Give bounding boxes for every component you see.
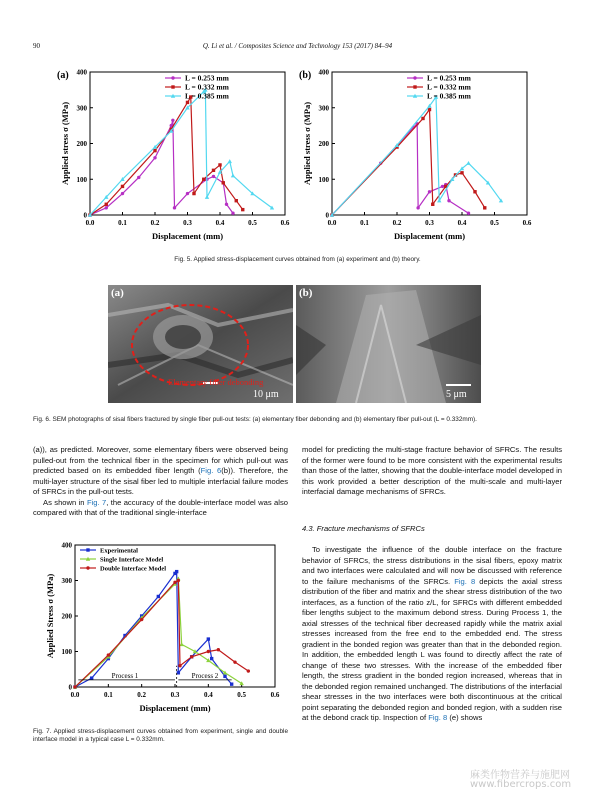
x-tick-label: 0.6 xyxy=(522,219,532,227)
data-point xyxy=(121,192,124,195)
data-point xyxy=(171,85,174,88)
data-point xyxy=(466,161,470,165)
y-tick-label: 200 xyxy=(61,612,72,621)
x-tick-label: 0.3 xyxy=(425,219,434,227)
x-tick-label: 0.6 xyxy=(280,219,290,227)
x-tick-label: 0.0 xyxy=(327,219,337,227)
data-point xyxy=(153,156,156,159)
y-tick-label: 400 xyxy=(61,541,72,550)
y-tick-label: 0 xyxy=(325,211,329,220)
data-point xyxy=(483,206,486,209)
y-tick-label: 400 xyxy=(76,68,87,77)
x-tick-label: 0.6 xyxy=(270,691,280,699)
data-point xyxy=(86,566,89,569)
x-tick-label: 0.0 xyxy=(70,691,80,699)
x-tick-label: 0.5 xyxy=(490,219,499,227)
watermark-cn: 麻类作物营养与施肥网 xyxy=(470,770,570,781)
data-point xyxy=(228,159,232,163)
running-header: Q. Li et al. / Composites Science and Technology 153 (2017) 84–94 xyxy=(202,42,393,50)
data-point xyxy=(210,657,213,660)
text-run: (a)), as predicted. Moreover, some elementary fibers were observed being pulled-out from the technical fiber in the specimen for which pull-out was predicted based on its embedded fiber length ( xyxy=(33,445,288,475)
data-point xyxy=(186,101,189,104)
data-point xyxy=(218,163,221,166)
fig5b-chart xyxy=(287,62,542,252)
fig8-link[interactable]: Fig. 8 xyxy=(454,576,476,586)
legend-label: Double Interface Model xyxy=(100,565,167,573)
data-point xyxy=(413,85,416,88)
right-column-text-1: model for predicting the multi-stage fracture behavior of SFRCs. The results of the former were found to be more consistent with the experimental results than those of the latter, showing that the double-interface model developed in this work provided a better description of the multi-scale and multi-layer interfacial damage mechanisms of SFRCs. xyxy=(302,445,562,496)
series-line xyxy=(332,110,485,215)
fig6-link[interactable]: Fig. 6 xyxy=(200,466,222,475)
data-point xyxy=(223,675,226,678)
data-point xyxy=(428,190,431,193)
text-run: (e) shows xyxy=(447,713,483,722)
scale-bar-b: 5 μm xyxy=(446,389,467,400)
data-point xyxy=(212,175,215,178)
data-point xyxy=(173,206,176,209)
y-tick-label: 200 xyxy=(318,140,329,148)
y-axis-label: Applied stress σ (MPa) xyxy=(302,101,312,186)
x-axis-label: Displacement (mm) xyxy=(139,703,211,713)
text-run: , the accuracy of the double-interface model was also compared with that of the traditional single-interface xyxy=(33,497,288,517)
right-column-text-2 xyxy=(302,545,562,724)
data-point xyxy=(225,203,228,206)
data-point xyxy=(231,212,234,215)
data-point xyxy=(428,108,431,111)
y-tick-label: 400 xyxy=(318,68,329,77)
legend-label: L = 0.332 mm xyxy=(185,82,229,92)
x-tick-label: 0.5 xyxy=(237,691,247,699)
data-point xyxy=(178,664,181,667)
series-line xyxy=(332,97,501,215)
x-tick-label: 0.4 xyxy=(203,691,213,699)
data-point xyxy=(431,203,434,206)
y-tick-label: 300 xyxy=(61,577,72,585)
legend-label: L = 0.385 mm xyxy=(427,91,471,101)
data-point xyxy=(241,208,244,211)
data-point xyxy=(447,199,450,202)
x-tick-label: 0.1 xyxy=(118,219,127,227)
data-point xyxy=(153,149,156,152)
series-line xyxy=(90,120,233,215)
data-point xyxy=(205,195,209,199)
data-point xyxy=(171,119,174,122)
x-axis-label: Displacement (mm) xyxy=(151,231,224,241)
data-point xyxy=(173,581,176,584)
data-point xyxy=(231,173,235,177)
data-point xyxy=(86,548,89,551)
data-point xyxy=(467,212,470,215)
right-paragraph xyxy=(302,545,562,724)
series-line xyxy=(90,90,272,215)
section-heading: 4.3. Fracture mechanisms of SFRCs xyxy=(302,524,425,533)
process2-label: Process 2 xyxy=(191,671,219,680)
data-point xyxy=(421,117,424,120)
x-tick-label: 0.2 xyxy=(392,219,402,227)
text-run: depicts the axial stress distribution of the fiber and matrix and the shear stress distribution of the two interfaces, as a function of the ratio z/L, for SFRCs with different embedded fiber lengths subject to the maximum debond stress. During Process 1, the axial stresses of the technical fiber decreased rapidly while the matrix axial stresses increased from the free end to the embedded end. The stress gradient in the bonded region was greater than that in the debonded region. In addition, the embedded length L was found to directly affect the rate of change of these two stresses. With the increase of the embedded fiber length, the stress gradient in the bonded region increased, whereas that in the debonded region remained unchanged. The distributions of the interfacial shear stresses in the two interfaces were both discontinuous at the critical point separating the debonded region and bonded region, with a sudden rise at the debond crack tip. Inspection of xyxy=(302,576,562,722)
y-tick-label: 100 xyxy=(318,175,329,184)
data-point xyxy=(105,203,108,206)
scale-bar-a: 10 μm xyxy=(253,389,279,400)
data-point xyxy=(105,206,108,209)
y-tick-label: 0 xyxy=(83,211,87,220)
y-axis-label: Applied Stress σ (MPa) xyxy=(45,573,55,659)
x-tick-label: 0.1 xyxy=(360,219,369,227)
legend-label: Single Interface Model xyxy=(100,556,164,564)
legend-label: L = 0.253 mm xyxy=(427,73,471,83)
data-point xyxy=(413,76,416,79)
y-tick-label: 300 xyxy=(76,104,87,113)
process1-label: Process 1 xyxy=(111,671,139,680)
sem-texture-b xyxy=(296,285,481,403)
x-tick-label: 0.3 xyxy=(183,219,192,227)
data-point xyxy=(175,570,178,573)
legend-label: Experimental xyxy=(100,547,138,555)
data-point xyxy=(230,682,233,685)
data-point xyxy=(233,660,236,663)
x-tick-label: 0.0 xyxy=(85,219,95,227)
y-tick-label: 200 xyxy=(76,140,87,148)
data-point xyxy=(140,618,143,621)
fig6-photo-a xyxy=(108,285,293,403)
watermark-url: www.fibercrops.com xyxy=(470,779,572,790)
page-number: 90 xyxy=(33,42,40,50)
text-run: As shown in xyxy=(43,497,87,507)
debonding-annotation: Elementary fiber debonding xyxy=(168,377,264,387)
series-line xyxy=(90,97,243,215)
data-point xyxy=(90,676,93,679)
left-column-text xyxy=(33,445,288,519)
text-run: (b)). Therefore, the multi-layer structure of the sisal fiber led to multiple interfacial failure modes of SFRCs in the pull-out tests. xyxy=(33,466,288,496)
x-tick-label: 0.3 xyxy=(170,691,180,699)
data-point xyxy=(217,648,220,651)
legend-label: L = 0.385 mm xyxy=(185,91,229,101)
data-point xyxy=(247,669,250,672)
x-tick-label: 0.5 xyxy=(248,219,257,227)
data-point xyxy=(121,185,124,188)
fig6-label-b: (b) xyxy=(299,287,313,299)
data-point xyxy=(473,190,476,193)
data-point xyxy=(137,176,140,179)
y-tick-label: 100 xyxy=(76,175,87,184)
data-point xyxy=(171,76,174,79)
text-run: To investigate the influence of the double interface on the fracture behavior of SFRCs, the stress distributions in the sisal fibers, epoxy matrix and two interfaces were calculated and will now be discussed with reference to the failure mechanisms of the SFRCs. xyxy=(302,545,562,586)
y-tick-label: 100 xyxy=(61,648,72,656)
data-point xyxy=(235,199,238,202)
legend-label: L = 0.332 mm xyxy=(427,82,471,92)
data-point xyxy=(107,653,110,656)
data-point xyxy=(416,206,419,209)
data-point xyxy=(186,192,189,195)
y-tick-label: 0 xyxy=(68,683,72,692)
fig7-chart xyxy=(38,538,288,713)
legend-label: L = 0.253 mm xyxy=(185,73,229,83)
fig6-caption: Fig. 6. SEM photographs of sisal fibers fractured by single fiber pull-out tests: (a) elementary fiber debonding and (b) elementary fiber pull-out (L = 0.332mm). xyxy=(33,416,477,423)
fig6-label-a: (a) xyxy=(111,287,124,299)
left-paragraph-1 xyxy=(33,445,288,498)
fig5-caption: Fig. 5. Applied stress-displacement curves obtained from (a) experiment and (b) theory. xyxy=(174,256,421,263)
x-tick-label: 0.1 xyxy=(103,691,113,699)
data-point xyxy=(212,169,215,172)
fig7-caption: Fig. 7. Applied stress-displacement curves obtained from experiment, single and double interface model in a typical case L = 0.332mm. xyxy=(33,728,288,744)
panel-label: (b) xyxy=(299,70,312,81)
x-axis-label: Displacement (mm) xyxy=(393,231,466,241)
data-point xyxy=(177,671,180,674)
data-point xyxy=(207,637,210,640)
data-point xyxy=(202,178,205,181)
y-tick-label: 300 xyxy=(318,104,329,113)
x-tick-label: 0.2 xyxy=(150,219,160,227)
fig5a-chart xyxy=(45,62,300,252)
data-point xyxy=(441,185,444,188)
data-point xyxy=(177,579,180,582)
data-point xyxy=(190,655,193,658)
left-paragraph-2 xyxy=(33,498,288,519)
data-point xyxy=(207,650,210,653)
fig6-photo-b xyxy=(296,285,481,403)
fig7-link[interactable]: Fig. 7 xyxy=(86,497,107,507)
y-axis-label: Applied stress σ (MPa) xyxy=(60,101,70,186)
data-point xyxy=(460,171,463,174)
series-line xyxy=(75,572,232,687)
panel-label: (a) xyxy=(57,70,69,81)
fig8-link[interactable]: Fig. 8 xyxy=(428,713,448,722)
x-tick-label: 0.2 xyxy=(137,691,147,699)
data-point xyxy=(73,685,76,688)
x-tick-label: 0.4 xyxy=(457,219,467,227)
data-point xyxy=(222,181,225,184)
data-point xyxy=(192,192,195,195)
x-tick-label: 0.4 xyxy=(215,219,225,227)
data-point xyxy=(157,595,160,598)
